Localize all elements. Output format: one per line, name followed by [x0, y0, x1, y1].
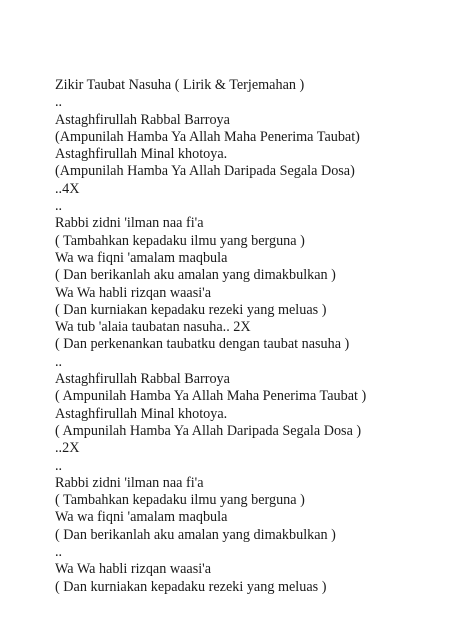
- text-line: Wa tub 'alaia taubatan nasuha.. 2X: [55, 319, 251, 336]
- text-line: ( Dan berikanlah aku amalan yang dimakbulkan ): [55, 267, 336, 284]
- text-line: ( Tambahkan kepadaku ilmu yang berguna ): [55, 492, 305, 509]
- text-line: ..: [55, 544, 63, 561]
- text-line: ..: [55, 353, 63, 370]
- text-line: ( Dan kurniakan kepadaku rezeki yang meluas ): [55, 578, 327, 595]
- text-line: ( Ampunilah Hamba Ya Allah Maha Penerima Taubat ): [55, 388, 367, 405]
- text-line: Astaghfirullah Minal khotoya.: [55, 146, 228, 163]
- text-line: ..: [55, 94, 63, 111]
- lyrics-text-block: [55, 77, 465, 596]
- text-line: Astaghfirullah Rabbal Barroya: [55, 111, 230, 128]
- text-line: ..4X: [55, 180, 80, 197]
- text-line: Wa Wa habli rizqan waasi'a: [55, 284, 212, 301]
- text-line: ( Dan perkenankan taubatku dengan taubat nasuha ): [55, 336, 350, 353]
- text-line: ( Ampunilah Hamba Ya Allah Daripada Segala Dosa ): [55, 422, 362, 439]
- text-line: ( Dan kurniakan kepadaku rezeki yang meluas ): [55, 301, 327, 318]
- document-title: Zikir Taubat Nasuha ( Lirik & Terjemahan ): [55, 77, 305, 93]
- text-line: Rabbi zidni 'ilman naa fi'a: [55, 215, 204, 232]
- text-line: (Ampunilah Hamba Ya Allah Maha Penerima Taubat): [55, 128, 360, 145]
- text-line: Wa Wa habli rizqan waasi'a: [55, 561, 212, 578]
- text-line: Rabbi zidni 'ilman naa fi'a: [55, 474, 204, 491]
- text-line: ( Tambahkan kepadaku ilmu yang berguna ): [55, 232, 305, 249]
- text-line: ..2X: [55, 440, 80, 457]
- text-line: ..: [55, 457, 63, 474]
- text-line: Astaghfirullah Minal khotoya.: [55, 405, 228, 422]
- text-line: (Ampunilah Hamba Ya Allah Daripada Segala Dosa): [55, 163, 355, 180]
- text-line: ..: [55, 198, 63, 215]
- text-line: Wa wa fiqni 'amalam maqbula: [55, 249, 228, 266]
- text-line: Astaghfirullah Rabbal Barroya: [55, 371, 230, 388]
- text-line: ( Dan berikanlah aku amalan yang dimakbulkan ): [55, 526, 336, 543]
- text-line: Wa wa fiqni 'amalam maqbula: [55, 509, 228, 526]
